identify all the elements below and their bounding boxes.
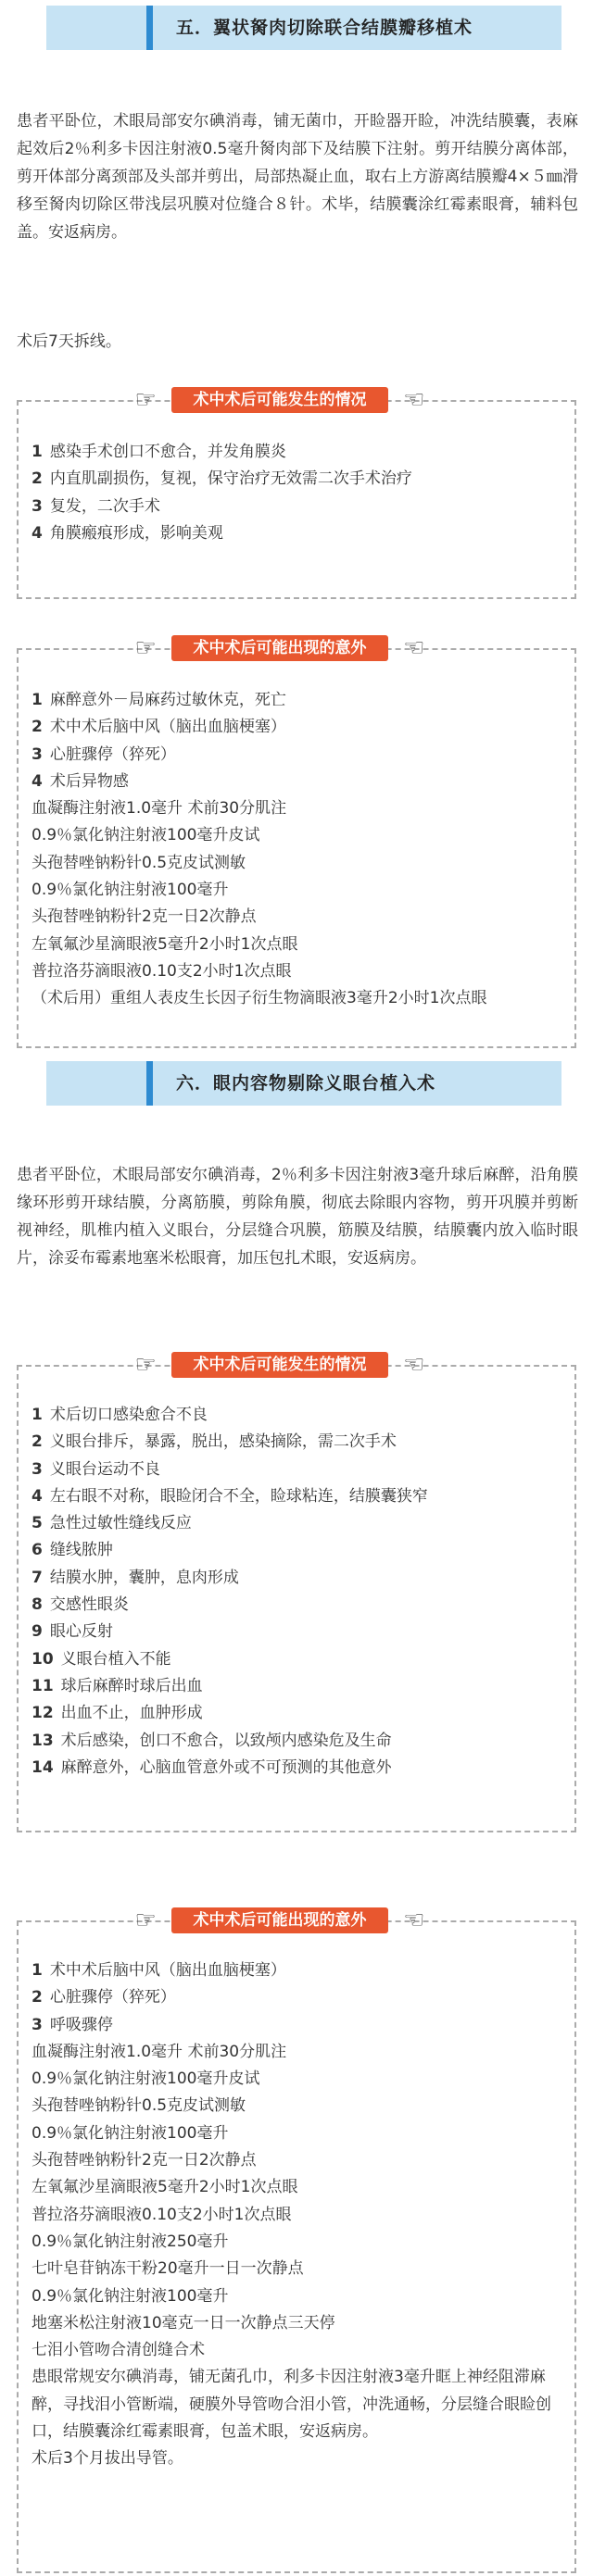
item-number: 1: [32, 1961, 43, 1980]
item-text: 复发，二次手术: [49, 496, 160, 516]
list-item: [32, 769, 565, 795]
section-5-header-bar: [46, 6, 561, 50]
section-5-complications-tag: [125, 385, 435, 415]
item-number: 8: [32, 1595, 43, 1615]
item-text: 术中术后脑中风（脑出血脑梗塞）: [49, 718, 286, 737]
list-item: [32, 1728, 565, 1755]
item-text: 义眼台排斥，暴露，脱出，感染摘除，需二次手术: [49, 1432, 397, 1452]
section-5-accidents-box: [17, 648, 576, 1048]
accidents-list: [32, 1957, 565, 2473]
order-line: 患眼常规安尔碘消毒，铺无菌孔巾，利多卡因注射液3毫升眶上神经阻滞麻醉，寻找泪小管断端，硬膜外导管吻合泪小管，冲洗通畅，分层缝合眼睑创口，结膜囊涂红霉素眼膏，包盖术眼，安返病房。: [32, 2368, 551, 2442]
list-item: [32, 1755, 565, 1782]
order-line: 0.9％氯化钠注射液100毫升: [32, 2123, 229, 2143]
item-number: 1: [32, 443, 43, 461]
order-line: 0.9％氯化钠注射液100毫升: [32, 2286, 229, 2306]
order-line: 左氧氟沙星滴眼液5毫升2小时1次点眼: [32, 2178, 298, 2197]
section-5-accidents-tag: [125, 633, 435, 663]
item-text: 急性过敏性缝线反应: [49, 1514, 192, 1533]
section-6-accidents-box: [17, 1920, 576, 2573]
item-text: 缝线脓肿: [49, 1541, 113, 1560]
pointing-hand-icon: ☞: [134, 386, 157, 414]
list-item: [32, 1429, 565, 1456]
section-6-paragraph: 患者平卧位，术眼局部安尔碘消毒，2％利多卡因注射液3毫升球后麻醉，沿角膜缘环形剪开球结膜，分离筋膜，剪除角膜，彻底去除眼内容物，剪开巩膜并剪断视神经，肌椎内植入义眼台，分层缝合巩膜，筋膜及结膜，结膜囊内放入临时眼片，涂妥布霉素地塞米松眼膏，加压包扎术眼，安返病房。: [17, 1166, 578, 1268]
item-text: 术后切口感染愈合不良: [49, 1406, 208, 1424]
section-5-complications-box: [17, 400, 576, 599]
section-5-title: 五．翼状胬肉切除联合结膜瓣移植术: [176, 18, 473, 38]
list-item: [32, 1402, 565, 1429]
item-number: 4: [32, 1486, 43, 1506]
item-number: 13: [32, 1731, 54, 1750]
item-number: 3: [32, 496, 43, 516]
list-item: [32, 1457, 565, 1483]
item-text: 呼吸骤停: [49, 2015, 113, 2034]
list-item: [32, 520, 565, 547]
complications-list: [32, 1402, 565, 1782]
order-line: 七泪小管吻合清创缝合术: [32, 2341, 205, 2360]
list-item: [32, 1984, 565, 2011]
order-line: 普拉洛芬滴眼液0.10支2小时1次点眼: [32, 2205, 292, 2224]
item-text: 角膜瘢痕形成，影响美观: [49, 523, 223, 543]
complications-list: [32, 439, 565, 547]
pointing-hand-icon: ☞: [134, 1907, 157, 1934]
accidents-list: [32, 687, 565, 1013]
item-number: 2: [32, 1988, 43, 2007]
list-item: [32, 1619, 565, 1645]
complications-tag-label: 术中术后可能发生的情况: [171, 387, 388, 413]
order-line: 0.9％氯化钠注射液100毫升: [32, 881, 229, 900]
section-6-accidents-tag: [125, 1906, 435, 1935]
list-item: [32, 1673, 565, 1700]
item-text: 交感性眼炎: [49, 1595, 129, 1615]
list-item: [32, 1537, 565, 1564]
list-item: [32, 1565, 565, 1592]
pointing-hand-icon: ☞: [403, 1351, 425, 1379]
item-text: 义眼台植入不能: [60, 1649, 171, 1669]
list-item: [32, 439, 565, 466]
item-number: 4: [32, 523, 43, 543]
section-5-header: [0, 0, 593, 56]
item-text: 麻醉意外，心脑血管意外或不可预测的其他意外: [60, 1757, 392, 1777]
list-item: [32, 494, 565, 520]
item-text: 术后异物感: [49, 771, 129, 791]
list-item: [32, 1592, 565, 1619]
pointing-hand-icon: ☞: [134, 1351, 157, 1379]
item-number: 12: [32, 1704, 54, 1723]
item-text: 内直肌副损伤，复视，保守治疗无效需二次手术治疗: [49, 469, 412, 489]
item-number: 7: [32, 1568, 43, 1587]
accidents-tag-label: 术中术后可能出现的意外: [171, 635, 388, 661]
item-text: 结膜水肿，囊肿，息肉形成: [49, 1568, 239, 1587]
list-item: [32, 687, 565, 714]
item-text: 术中术后脑中风（脑出血脑梗塞）: [49, 1961, 286, 1980]
order-line: 血凝酶注射液1.0毫升 术前30分肌注: [32, 799, 287, 819]
complications-tag-label: 术中术后可能发生的情况: [171, 1352, 388, 1378]
list-item: [32, 742, 565, 769]
item-text: 眼心反射: [49, 1622, 113, 1642]
list-item: [32, 1510, 565, 1537]
section-5-header-accent: [146, 6, 153, 50]
item-number: 3: [32, 744, 43, 764]
item-text: 心脏骤停（猝死）: [49, 744, 176, 764]
item-number: 14: [32, 1757, 54, 1777]
item-number: 1: [32, 691, 43, 709]
section-6-complications-box: [17, 1365, 576, 1832]
list-item: [32, 466, 565, 493]
item-number: 5: [32, 1514, 43, 1533]
section-6-header-accent: [146, 1061, 153, 1106]
list-item: [32, 1957, 565, 1984]
item-number: 2: [32, 1432, 43, 1452]
pointing-hand-icon: ☞: [403, 1907, 425, 1934]
item-number: 2: [32, 718, 43, 737]
section-5-paragraph: 患者平卧位，术眼局部安尔碘消毒，铺无菌巾，开睑器开睑，冲洗结膜囊，表麻起效后2％利多卡因注射液0.5毫升胬肉部下及结膜下注射。剪开结膜分离体部，剪开体部分离颈部及头部并剪出，局部热凝止血，取右上方游离结膜瓣4×５㎜滑移至胬肉切除区带浅层巩膜对位缝合８针。术毕，结膜囊涂红霉素眼膏，辅料包盖。安返病房。: [17, 112, 578, 242]
order-line: （术后用）重组人表皮生长因子衍生物滴眼液3毫升2小时1次点眼: [32, 989, 487, 1008]
order-line: 0.9％氯化钠注射液100毫升皮试: [32, 2070, 260, 2089]
item-number: 2: [32, 469, 43, 489]
order-line: 七叶皂苷钠冻干粉20毫升一日一次静点: [32, 2259, 304, 2279]
list-item: [32, 1646, 565, 1673]
list-item: [32, 1483, 565, 1510]
item-number: 3: [32, 1459, 43, 1479]
item-number: 10: [32, 1649, 54, 1669]
order-line: 头孢替唑钠粉针0.5克皮试测敏: [32, 853, 246, 872]
item-number: 6: [32, 1541, 43, 1560]
order-line: 地塞米松注射液10毫克一日一次静点三天停: [32, 2313, 335, 2332]
pointing-hand-icon: ☞: [134, 634, 157, 662]
item-text: 术后感染，创口不愈合，以致颅内感染危及生命: [60, 1731, 392, 1750]
list-item: [32, 714, 565, 741]
section-6-header-bar: [46, 1061, 561, 1106]
order-line: 术后3个月拔出导管。: [32, 2449, 183, 2469]
accidents-tag-label: 术中术后可能出现的意外: [171, 1907, 388, 1933]
section-6-title: 六．眼内容物剔除义眼台植入术: [176, 1073, 436, 1094]
item-text: 出血不止，血肿形成: [60, 1704, 203, 1723]
order-line: 普拉洛芬滴眼液0.10支2小时1次点眼: [32, 961, 292, 981]
order-line: 头孢替唑钠粉针2克一日2次静点: [32, 2151, 257, 2170]
list-item: [32, 1700, 565, 1727]
list-item: [32, 2012, 565, 2039]
order-line: 0.9％氯化钠注射液100毫升皮试: [32, 826, 260, 845]
item-text: 心脏骤停（猝死）: [49, 1988, 176, 2007]
item-text: 左右眼不对称，眼睑闭合不全，睑球粘连，结膜囊狭窄: [49, 1486, 428, 1506]
order-line: 头孢替唑钠粉针2克一日2次静点: [32, 907, 257, 927]
item-number: 9: [32, 1622, 43, 1642]
pointing-hand-icon: ☞: [403, 386, 425, 414]
order-line: 左氧氟沙星滴眼液5毫升2小时1次点眼: [32, 934, 298, 954]
item-number: 3: [32, 2015, 43, 2034]
item-text: 感染手术创口不愈合，并发角膜炎: [49, 443, 286, 461]
pointing-hand-icon: ☞: [403, 634, 425, 662]
item-number: 4: [32, 771, 43, 791]
item-text: 球后麻醉时球后出血: [60, 1676, 203, 1695]
section-5-post-note: 术后7天拆线。: [17, 332, 121, 351]
order-line: 血凝酶注射液1.0毫升 术前30分肌注: [32, 2042, 287, 2061]
item-text: 义眼台运动不良: [49, 1459, 160, 1479]
order-line: 头孢替唑钠粉针0.5克皮试测敏: [32, 2096, 246, 2116]
section-6-header: [0, 1056, 593, 1111]
item-number: 1: [32, 1406, 43, 1424]
item-text: 麻醉意外－局麻药过敏休克，死亡: [49, 691, 286, 709]
item-number: 11: [32, 1676, 54, 1695]
section-6-complications-tag: [125, 1350, 435, 1380]
order-line: 0.9％氯化钠注射液250毫升: [32, 2232, 229, 2251]
